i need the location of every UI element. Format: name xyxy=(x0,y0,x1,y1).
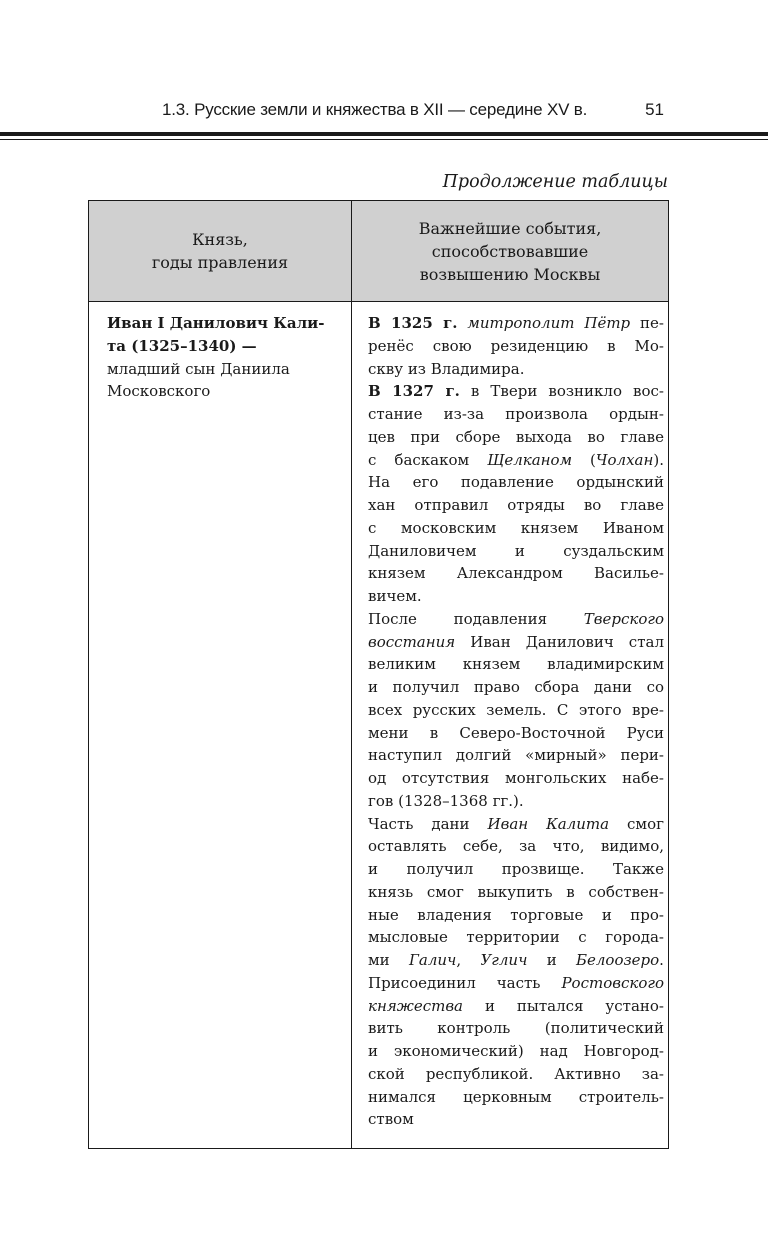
prince-name-line: Иван I Данилович Кали- xyxy=(107,314,325,332)
events-cell xyxy=(352,302,669,1149)
text-line: князем Александром Василье- xyxy=(368,564,664,583)
header-line: возвышению Москвы xyxy=(419,264,601,284)
header-line: годы правления xyxy=(151,253,289,272)
text-line: гов (1328–1368 гг.). xyxy=(368,791,524,810)
text-line: князь смог выкупить в собствен- xyxy=(368,882,664,901)
text-line: княжества и пытался устано- xyxy=(368,996,664,1015)
text-line: вить контроль (политический xyxy=(368,1019,664,1038)
text-line: од отсутствия монгольских набе- xyxy=(368,769,664,787)
text-line: всех русских земель. С этого вре- xyxy=(368,700,664,719)
text-line: ренёс свою резиденцию в Мо- xyxy=(368,336,664,355)
text-line: стание из-за произвола ордын- xyxy=(368,405,664,423)
header-rule-thin xyxy=(0,139,768,140)
text-line: и экономический) над Новгород- xyxy=(368,1042,664,1060)
text-line: с баскаком Щелканом (Чолхан). xyxy=(368,450,664,469)
rulers-table xyxy=(88,200,669,1149)
header-cell-events xyxy=(352,201,669,302)
header-line: Князь, xyxy=(192,230,248,249)
prince-desc-line: Московского xyxy=(107,382,211,401)
chapter-title: 1.3. Русские земли и княжества в XII — середине XV в. xyxy=(162,100,588,119)
text-line: Даниловичем и суздальским xyxy=(368,541,664,560)
text-line: мысловые территории с города- xyxy=(368,928,664,947)
text-line: ные владения торговые и про- xyxy=(368,905,664,924)
text-line: ской республикой. Активно за- xyxy=(368,1064,664,1083)
text-line: нимался церковным строитель- xyxy=(368,1087,664,1106)
table-continuation-note: Продолжение таблицы xyxy=(442,172,668,192)
text-line: В 1327 г. в Твери возникло вос- xyxy=(368,382,664,401)
text-line: ством xyxy=(368,1110,414,1129)
header-line: Важнейшие события, xyxy=(418,218,602,238)
table-row xyxy=(89,302,669,1149)
prince-desc-line: младший сын Даниила xyxy=(107,359,290,378)
header-line: способствовавшие xyxy=(431,241,589,261)
header-cell-prince xyxy=(89,201,352,302)
text-line: В 1325 г. митрополит Пётр пе- xyxy=(368,314,664,332)
text-line: и получил прозвище. Также xyxy=(368,860,664,878)
text-line: и получил право сбора дани со xyxy=(368,678,664,696)
text-line: После подавления Тверского xyxy=(368,609,664,628)
text-line: восстания Иван Данилович стал xyxy=(368,632,664,651)
text-line: Присоединил часть Ростовского xyxy=(368,973,664,992)
text-line: На его подавление ордынский xyxy=(368,473,664,492)
table-header-row xyxy=(89,201,669,302)
text-line: оставлять себе, за что, видимо, xyxy=(368,837,664,856)
text-line: наступил долгий «мирный» пери- xyxy=(368,746,664,765)
text-line: великим князем владимирским xyxy=(368,655,664,674)
page-number: 51 xyxy=(645,100,664,119)
header-rule-thick xyxy=(0,132,768,136)
prince-years-line: та (1325–1340) — xyxy=(107,336,257,355)
text-line: скву из Владимира. xyxy=(368,359,525,378)
text-line: цев при сборе выхода во главе xyxy=(368,427,664,446)
text-line: хан отправил отряды во главе xyxy=(368,496,664,514)
prince-cell xyxy=(89,302,352,1149)
running-header xyxy=(88,98,668,128)
text-line: вичем. xyxy=(368,587,422,605)
text-line: Часть дани Иван Калита смог xyxy=(368,814,664,833)
text-line: мени в Северо-Восточной Руси xyxy=(368,723,664,742)
text-line: ми Галич, Углич и Белоозеро. xyxy=(368,951,664,969)
text-line: с московским князем Иваном xyxy=(368,518,664,537)
